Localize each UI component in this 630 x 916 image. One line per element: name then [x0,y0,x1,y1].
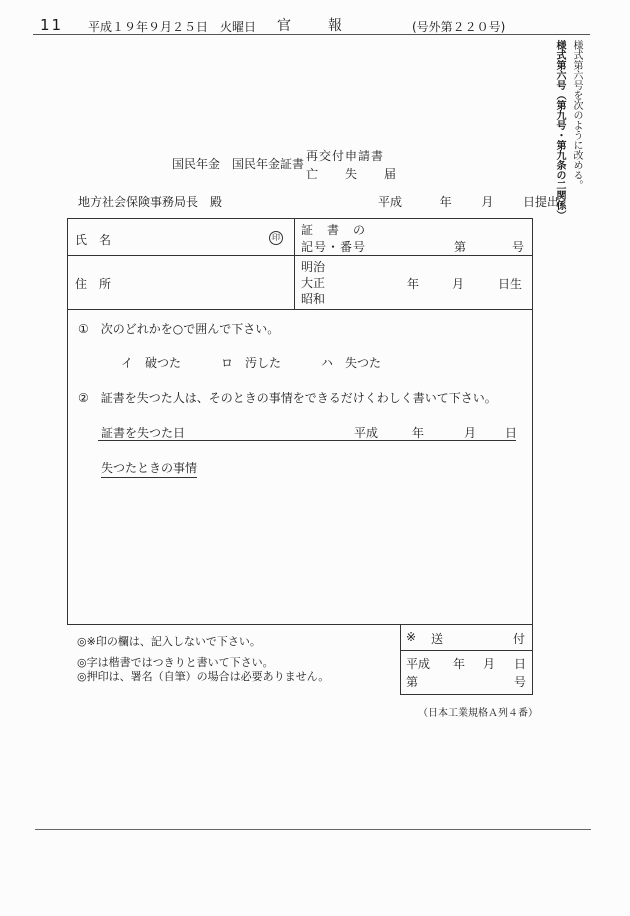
form-title-prefix: 国民年金 国民年金証書 [172,157,305,171]
footer-rule [35,829,591,830]
era-meiji[interactable]: 明治 [301,260,326,274]
office-month: 月 [483,657,496,671]
submit-month: 月 [481,195,494,209]
paper-size-note: （日本工業規格Ａ列４番） [418,708,538,719]
birth-day: 日生 [498,277,523,291]
gazette-title-char-2: 報 [328,18,342,34]
cert-number-field[interactable] [295,219,532,255]
submit-year: 年 [439,195,452,209]
office-attached: 付 [513,632,526,646]
submit-day: 日提出 [523,195,560,209]
submit-date [378,193,559,210]
lost-date-day: 日 [505,426,518,440]
question-2: ② 証書を失つた人は、そのときの事情をできるだけくわしく書いて下さい。 [78,391,497,405]
addressee: 地方社会保険事務局長 殿 [78,195,223,209]
submit-era: 平成 [378,195,403,209]
circumstances-label: 失つたときの事情 [101,459,197,478]
form-reference-note: 様式第六号（第九号・第九条の二関係） [554,40,565,220]
cert-label-line2: 記号・番号 [301,240,367,254]
option-lost[interactable]: ハ 失つた [321,356,382,370]
form-title-loss: 亡 失 届 [306,167,398,181]
office-use-box [400,624,533,695]
issue-number: (号外第２２０号) [412,20,506,34]
page-number: 11 [40,16,64,34]
name-label: 氏 名 [75,233,112,247]
birth-year: 年 [407,277,420,291]
office-era: 平成 [406,657,431,671]
header-rule [33,34,590,35]
circumstances-field[interactable] [78,481,522,619]
lost-date-field[interactable] [98,423,516,441]
cert-go: 号 [512,240,525,254]
application-form-box [67,218,533,625]
seal-mark: 印 [269,231,283,245]
cert-dai: 第 [454,240,467,254]
lost-date-year: 年 [412,426,425,440]
era-showa[interactable]: 昭和 [301,292,326,306]
amendment-note: 様式第六号を次のように改める。 [571,40,582,190]
option-soiled[interactable]: ロ 汚した [221,356,282,370]
lost-date-label: 証書を失つた日 [101,426,186,440]
lost-date-era: 平成 [354,426,379,440]
office-year: 年 [453,657,466,671]
question-1: ① 次のどれかを○で囲んで下さい。 [78,322,280,336]
office-mark: ※ [406,630,417,644]
option-torn[interactable]: イ 破つた [121,356,182,370]
lost-date-month: 月 [464,426,477,440]
name-field[interactable] [68,219,294,255]
office-day: 日 [514,657,527,671]
note-3: ◎押印は、署名（自筆）の場合は必要ありません。 [77,670,330,683]
office-box-divider [401,650,532,651]
birth-month: 月 [452,277,465,291]
era-taisho[interactable]: 大正 [301,276,326,290]
form-title-options [306,147,397,183]
publication-date: 平成１９年９月２５日 火曜日 [88,20,257,34]
cert-label-line1: 証 書 の [301,223,367,237]
address-label: 住 所 [75,277,112,291]
office-sent: 送 [431,632,444,646]
note-1: ◎※印の欄は、記入しないで下さい。 [77,635,261,648]
row-divider-2 [68,309,532,310]
office-go: 号 [514,675,527,689]
office-dai: 第 [406,675,419,689]
address-field[interactable] [68,256,294,309]
form-title-reissue: 再交付申請書 [306,149,385,163]
gazette-title-char-1: 官 [277,18,291,34]
note-2: ◎字は楷書ではつきりと書いて下さい。 [77,656,274,669]
